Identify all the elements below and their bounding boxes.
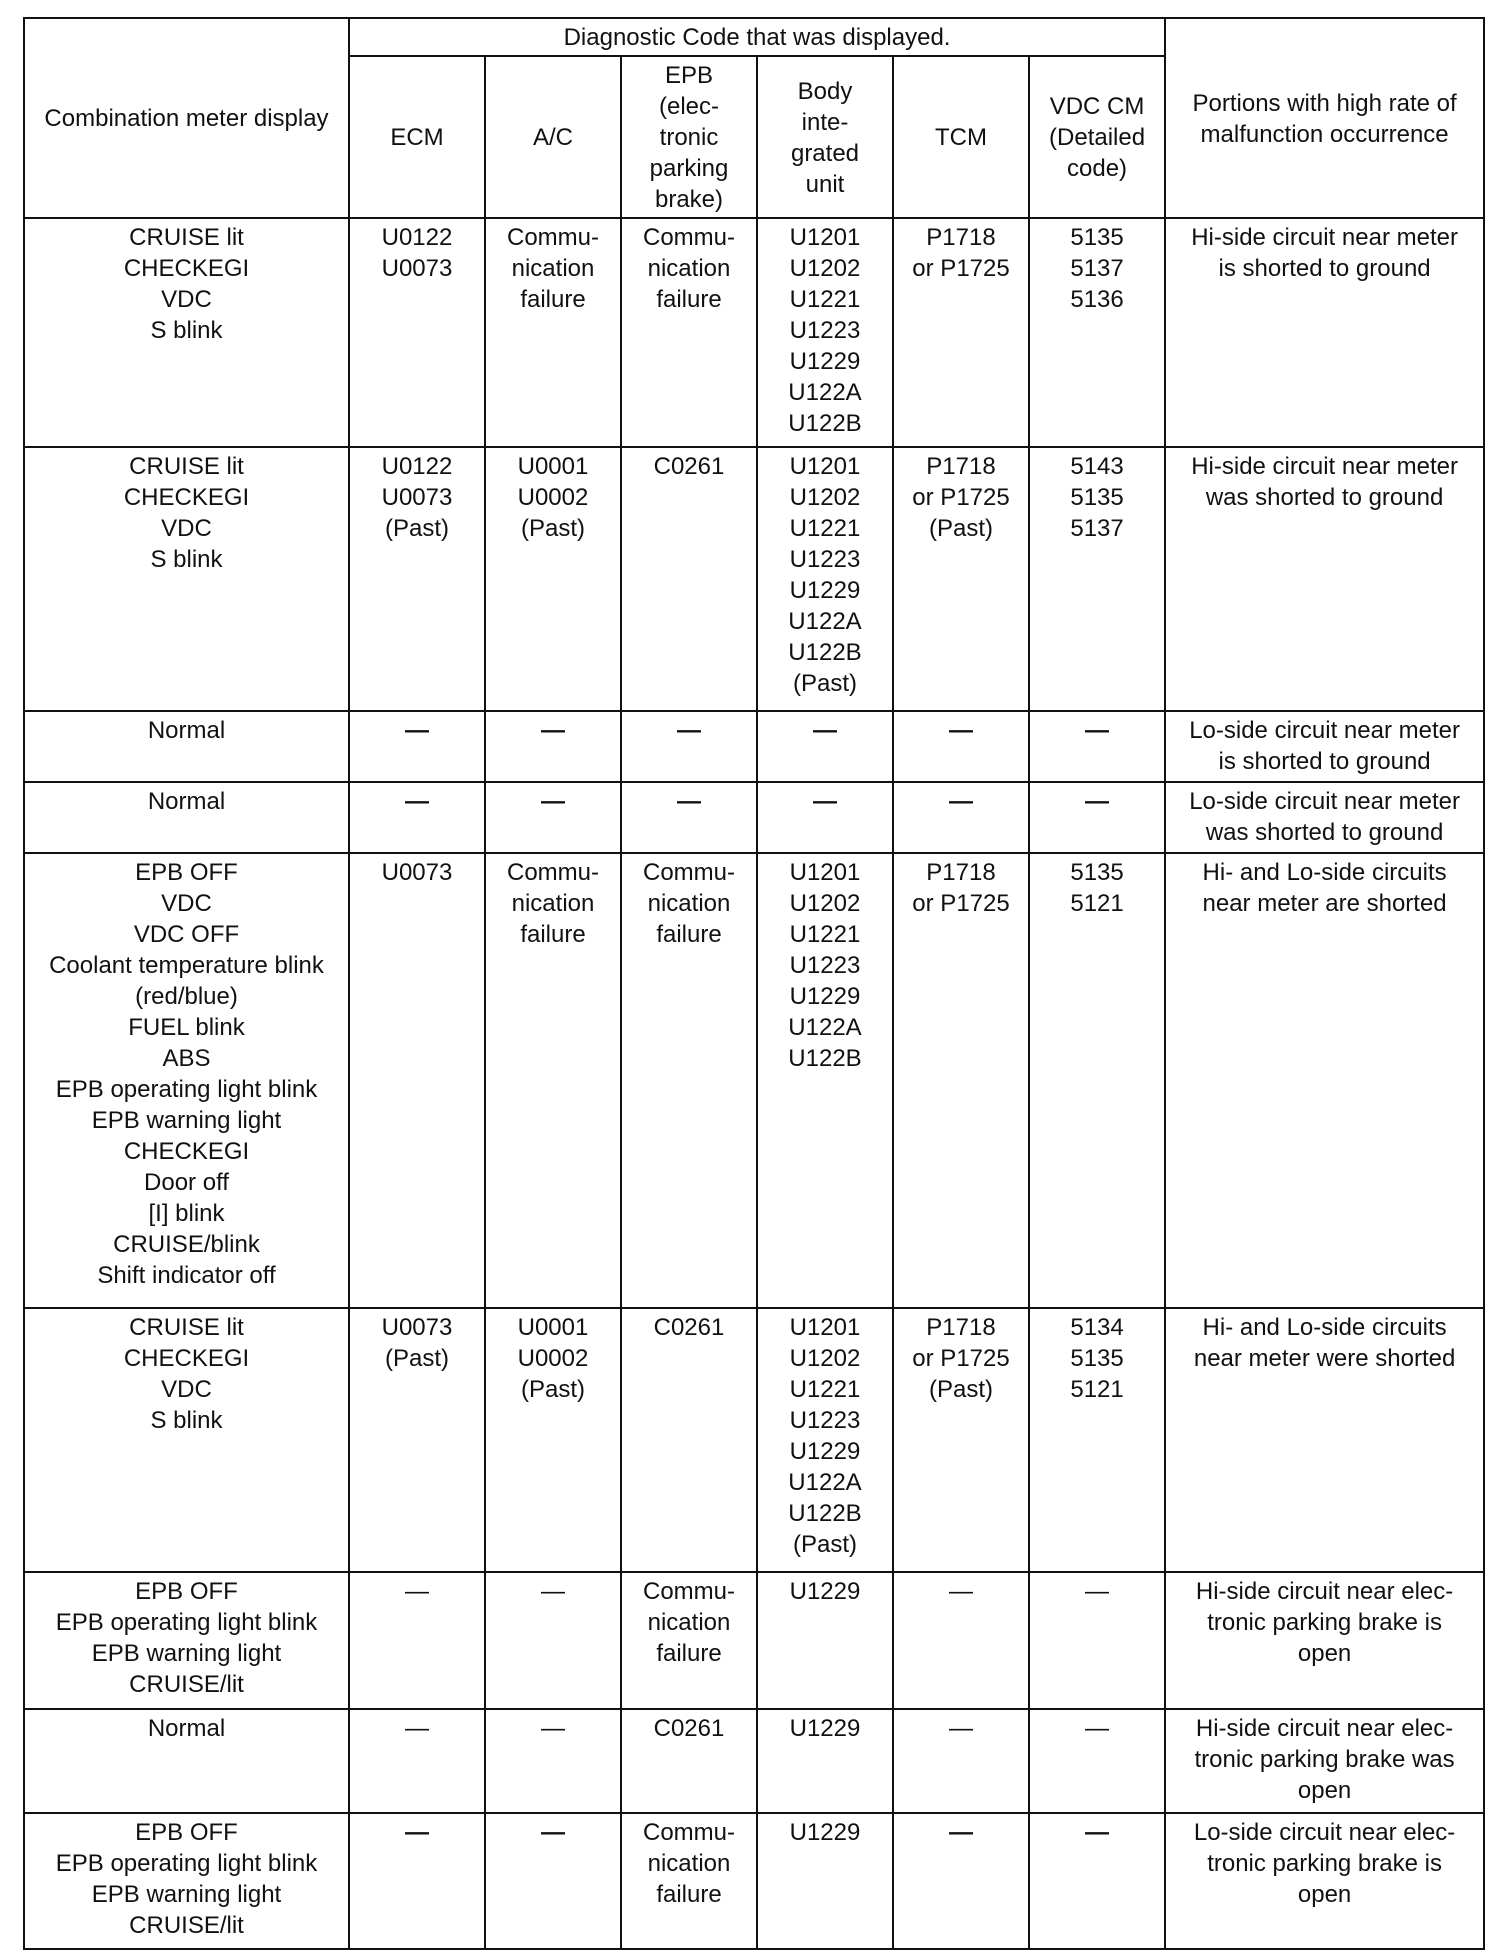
no-code-dash: — (1085, 1819, 1110, 1846)
cell-line: or P1725 (912, 1345, 1010, 1372)
cell-line: Hi- and Lo-side circuits (1202, 1314, 1447, 1341)
header-tcm (893, 56, 1029, 218)
cell-line: U1229 (789, 1438, 861, 1465)
cell-line: U1229 (789, 1578, 861, 1605)
cell-line: FUEL blink (128, 1014, 245, 1041)
cell-line: 5121 (1070, 1376, 1124, 1403)
cell-line: VDC (161, 515, 212, 542)
cell-epb (621, 1813, 757, 1949)
cell-body-integrated-unit (757, 218, 893, 447)
table-row (24, 1813, 1484, 1949)
cell-body-integrated-unit (757, 447, 893, 711)
cell-ecm (349, 853, 485, 1308)
cell-epb (621, 1709, 757, 1813)
no-code-dash: — (949, 788, 973, 815)
no-code-dash: — (813, 717, 837, 744)
cell-ac (485, 1308, 621, 1572)
header-body-line: unit (805, 170, 845, 198)
cell-line: (Past) (792, 1531, 857, 1558)
cell-line: U0002 (517, 484, 589, 511)
cell-line: (red/blue) (135, 983, 238, 1010)
header-ac (485, 56, 621, 218)
table-row (24, 447, 1484, 711)
cell-line: nication (647, 1609, 731, 1636)
cell-line: VDC (161, 1376, 212, 1403)
cell-line: (Past) (384, 515, 449, 542)
cell-line: U122A (788, 1014, 862, 1041)
cell-line: Commu- (506, 859, 599, 886)
cell-line: or P1725 (912, 890, 1010, 917)
cell-line: U0122 (381, 224, 453, 251)
cell-line: U0073 (381, 859, 453, 886)
cell-vdc-cm (1029, 1709, 1165, 1813)
cell-meter-display (24, 1709, 349, 1813)
cell-line: U1202 (789, 484, 861, 511)
cell-line: (Past) (792, 670, 857, 697)
cell-vdc-cm (1029, 1813, 1165, 1949)
cell-line: EPB operating light blink (55, 1609, 318, 1636)
cell-line: EPB OFF (135, 1819, 238, 1846)
no-code-dash: — (405, 1819, 429, 1846)
cell-line: CRUISE lit (129, 1314, 244, 1341)
cell-tcm (893, 1709, 1029, 1813)
cell-line: U122A (788, 379, 862, 406)
cell-line: CRUISE lit (129, 453, 244, 480)
cell-tcm (893, 447, 1029, 711)
cell-line: 5135 (1070, 224, 1124, 251)
cell-line: failure (520, 921, 586, 948)
cell-malfunction-portion (1165, 711, 1484, 782)
cell-line: U1229 (789, 348, 861, 375)
cell-line: open (1297, 1640, 1352, 1667)
cell-tcm (893, 782, 1029, 853)
cell-epb (621, 711, 757, 782)
cell-line: C0261 (653, 453, 725, 480)
no-code-dash: — (541, 1819, 565, 1846)
cell-line: Commu- (642, 224, 735, 251)
cell-line: 5137 (1070, 255, 1124, 282)
cell-line: Normal (147, 788, 226, 815)
cell-vdc-cm (1029, 447, 1165, 711)
cell-line: U0122 (381, 453, 453, 480)
cell-epb (621, 1572, 757, 1709)
cell-line: U1223 (789, 1407, 861, 1434)
cell-line: failure (656, 286, 722, 313)
cell-vdc-cm (1029, 711, 1165, 782)
cell-line: EPB warning light (91, 1640, 282, 1667)
header-ecm (349, 56, 485, 218)
cell-line: nication (511, 255, 595, 282)
cell-meter-display (24, 782, 349, 853)
cell-meter-display (24, 218, 349, 447)
cell-line: S blink (150, 317, 223, 344)
cell-line: Shift indicator off (97, 1262, 276, 1289)
cell-line: 5121 (1070, 890, 1124, 917)
cell-line: P1718 (926, 224, 996, 251)
cell-malfunction-portion (1165, 1572, 1484, 1709)
cell-meter-display (24, 447, 349, 711)
cell-line: Hi- and Lo-side circuits (1202, 859, 1447, 886)
cell-line: U122B (788, 410, 862, 437)
cell-meter-display (24, 1572, 349, 1709)
cell-ac (485, 711, 621, 782)
cell-meter-display (24, 1308, 349, 1572)
cell-body-integrated-unit (757, 1813, 893, 1949)
header-tcm-label: TCM (935, 124, 987, 151)
cell-line: VDC OFF (133, 921, 240, 948)
cell-line: (Past) (520, 515, 585, 542)
no-code-dash: — (949, 1715, 973, 1742)
header-portions-label: Portions with high rate of malfunction occurrence (1192, 89, 1457, 148)
header-body-line: inte- (801, 108, 849, 136)
cell-line: 5143 (1070, 453, 1124, 480)
cell-ac (485, 1709, 621, 1813)
cell-line: CHECKEGI (123, 484, 250, 511)
cell-line: EPB OFF (135, 1578, 238, 1605)
header-ac-label: A/C (532, 124, 573, 151)
cell-malfunction-portion (1165, 1308, 1484, 1572)
no-code-dash: — (1085, 717, 1110, 744)
cell-line: S blink (150, 546, 223, 573)
cell-line: nication (511, 890, 595, 917)
cell-tcm (893, 1813, 1029, 1949)
cell-line: Commu- (642, 859, 735, 886)
header-epb-line: tronic (659, 124, 719, 151)
cell-tcm (893, 218, 1029, 447)
cell-body-integrated-unit (757, 853, 893, 1308)
cell-line: EPB OFF (135, 859, 238, 886)
no-code-dash: — (405, 1578, 429, 1605)
cell-line: near meter are shorted (1202, 890, 1447, 917)
table-body (24, 218, 1484, 1949)
cell-epb (621, 782, 757, 853)
cell-line: open (1297, 1777, 1352, 1804)
cell-line: Hi-side circuit near elec- (1195, 1715, 1454, 1742)
no-code-dash: — (677, 788, 701, 815)
cell-line: Coolant temperature blink (49, 952, 324, 979)
diagnostic-code-table (23, 17, 1485, 1950)
cell-body-integrated-unit (757, 1308, 893, 1572)
cell-epb (621, 447, 757, 711)
table-row (24, 218, 1484, 447)
cell-line: CHECKEGI (123, 1138, 250, 1165)
no-code-dash: — (405, 717, 429, 744)
cell-line: VDC (161, 286, 212, 313)
cell-tcm (893, 1572, 1029, 1709)
cell-ac (485, 853, 621, 1308)
header-portions (1165, 18, 1484, 218)
cell-malfunction-portion (1165, 853, 1484, 1308)
cell-line: C0261 (653, 1715, 725, 1742)
cell-line: (Past) (384, 1345, 449, 1372)
cell-line: U0001 (517, 1314, 589, 1341)
cell-vdc-cm (1029, 782, 1165, 853)
cell-line: Hi-side circuit near meter (1191, 453, 1458, 480)
cell-line: tronic parking brake is (1207, 1609, 1442, 1636)
cell-line: U1221 (789, 515, 861, 542)
cell-line: CHECKEGI (123, 255, 250, 282)
cell-line: failure (520, 286, 586, 313)
cell-line: U1201 (789, 224, 861, 251)
cell-line: EPB warning light (91, 1881, 282, 1908)
no-code-dash: — (405, 1715, 429, 1742)
no-code-dash: — (1085, 1715, 1110, 1742)
cell-line: [I] blink (148, 1200, 225, 1227)
no-code-dash: — (541, 1715, 565, 1742)
cell-line: 5134 (1070, 1314, 1124, 1341)
header-ecm-label: ECM (390, 124, 444, 151)
cell-line: Lo-side circuit near elec- (1193, 1819, 1456, 1846)
cell-vdc-cm (1029, 1308, 1165, 1572)
cell-line: Hi-side circuit near meter (1191, 224, 1458, 251)
cell-vdc-cm (1029, 853, 1165, 1308)
header-diagnostic-group-label: Diagnostic Code that was displayed. (563, 24, 951, 51)
cell-line: CRUISE lit (129, 224, 244, 251)
no-code-dash: — (541, 1578, 565, 1605)
header-combination-label: Combination meter display (44, 105, 329, 132)
cell-epb (621, 218, 757, 447)
cell-line: U1201 (789, 859, 861, 886)
cell-ac (485, 218, 621, 447)
cell-line: U0001 (517, 453, 589, 480)
cell-line: nication (647, 1850, 731, 1877)
no-code-dash: — (405, 788, 429, 815)
no-code-dash: — (813, 788, 837, 815)
cell-malfunction-portion (1165, 218, 1484, 447)
table-row (24, 711, 1484, 782)
header-vdc-cm (1029, 56, 1165, 218)
cell-ecm (349, 1572, 485, 1709)
cell-line: was shorted to ground (1205, 484, 1444, 511)
cell-ecm (349, 1813, 485, 1949)
no-code-dash: — (541, 717, 565, 744)
header-combination-meter-display (24, 18, 349, 218)
cell-line: tronic parking brake was (1194, 1746, 1455, 1773)
cell-ecm (349, 1308, 485, 1572)
cell-line: Commu- (642, 1819, 735, 1846)
cell-line: (Past) (928, 515, 993, 542)
table-row (24, 853, 1484, 1308)
cell-line: U0073 (381, 255, 453, 282)
cell-body-integrated-unit (757, 1572, 893, 1709)
cell-line: Commu- (506, 224, 599, 251)
header-vdc-line: (Detailed (1049, 124, 1146, 151)
header-epb-line: (elec- (658, 93, 719, 120)
cell-malfunction-portion (1165, 1813, 1484, 1949)
cell-line: U1201 (789, 1314, 861, 1341)
cell-line: U0073 (381, 1314, 453, 1341)
cell-line: U1202 (789, 1345, 861, 1372)
header-epb-line: EPB (664, 62, 714, 89)
cell-line: 5135 (1070, 859, 1124, 886)
cell-ecm (349, 1709, 485, 1813)
cell-line: U1221 (789, 286, 861, 313)
cell-ac (485, 782, 621, 853)
cell-line: EPB operating light blink (55, 1076, 318, 1103)
cell-line: (Past) (928, 1376, 993, 1403)
cell-line: Lo-side circuit near meter (1189, 717, 1460, 744)
cell-line: U122B (788, 1500, 862, 1527)
cell-ecm (349, 711, 485, 782)
cell-epb (621, 853, 757, 1308)
cell-line: U1229 (789, 1819, 861, 1846)
cell-line: VDC (161, 890, 212, 917)
cell-line: 5135 (1070, 484, 1124, 511)
table-row (24, 1709, 1484, 1813)
cell-line: U1223 (789, 317, 861, 344)
cell-line: failure (656, 921, 722, 948)
cell-line: U1221 (789, 921, 861, 948)
cell-body-integrated-unit (757, 782, 893, 853)
cell-ecm (349, 447, 485, 711)
cell-meter-display (24, 853, 349, 1308)
cell-line: P1718 (926, 1314, 996, 1341)
cell-line: U122B (788, 1045, 862, 1072)
cell-line: 5136 (1070, 286, 1124, 313)
cell-line: Normal (147, 1715, 226, 1742)
cell-line: near meter were shorted (1193, 1345, 1456, 1372)
cell-ac (485, 447, 621, 711)
cell-line: Commu- (642, 1578, 735, 1605)
cell-line: CRUISE/blink (113, 1231, 260, 1258)
header-diagnostic-code-group (349, 18, 1165, 56)
cell-line: (Past) (520, 1376, 585, 1403)
cell-line: P1718 (926, 453, 996, 480)
cell-meter-display (24, 1813, 349, 1949)
cell-epb (621, 1308, 757, 1572)
cell-line: or P1725 (912, 255, 1010, 282)
cell-line: was shorted to ground (1205, 819, 1444, 846)
header-body-line: Body (797, 77, 853, 105)
cell-line: failure (656, 1640, 722, 1667)
cell-line: U122A (788, 608, 862, 635)
cell-meter-display (24, 711, 349, 782)
cell-tcm (893, 1308, 1029, 1572)
no-code-dash: — (541, 788, 565, 815)
cell-line: U0002 (517, 1345, 589, 1372)
cell-line: is shorted to ground (1218, 255, 1431, 282)
cell-line: Door off (144, 1169, 229, 1196)
cell-line: CRUISE/lit (129, 1671, 244, 1698)
header-vdc-line: VDC CM (1049, 93, 1145, 120)
cell-line: is shorted to ground (1218, 748, 1431, 775)
cell-tcm (893, 711, 1029, 782)
cell-body-integrated-unit (757, 1709, 893, 1813)
cell-tcm (893, 853, 1029, 1308)
header-epb-line: parking (649, 155, 729, 182)
cell-line: U1223 (789, 952, 861, 979)
no-code-dash: — (1085, 1578, 1110, 1605)
cell-line: Lo-side circuit near meter (1189, 788, 1460, 815)
no-code-dash: — (1085, 788, 1110, 815)
table-row (24, 1308, 1484, 1572)
cell-body-integrated-unit (757, 711, 893, 782)
cell-line: U1229 (789, 1715, 861, 1742)
cell-line: EPB operating light blink (55, 1850, 318, 1877)
cell-line: Hi-side circuit near elec- (1195, 1578, 1454, 1605)
header-row-group (24, 18, 1484, 56)
no-code-dash: — (949, 717, 973, 744)
no-code-dash: — (677, 717, 701, 744)
cell-line: tronic parking brake is (1207, 1850, 1442, 1877)
cell-vdc-cm (1029, 1572, 1165, 1709)
cell-malfunction-portion (1165, 1709, 1484, 1813)
cell-ecm (349, 218, 485, 447)
header-epb (621, 56, 757, 218)
cell-line: open (1297, 1881, 1352, 1908)
cell-ecm (349, 782, 485, 853)
cell-line: nication (647, 255, 731, 282)
cell-ac (485, 1813, 621, 1949)
cell-line: ABS (162, 1045, 211, 1072)
table-row (24, 1572, 1484, 1709)
cell-line: U0073 (381, 484, 453, 511)
cell-vdc-cm (1029, 218, 1165, 447)
no-code-dash: — (949, 1578, 973, 1605)
cell-line: C0261 (653, 1314, 725, 1341)
cell-line: U1202 (789, 255, 861, 282)
cell-line: CRUISE/lit (129, 1912, 244, 1939)
cell-malfunction-portion (1165, 447, 1484, 711)
no-code-dash: — (949, 1819, 973, 1846)
cell-line: U1202 (789, 890, 861, 917)
cell-line: or P1725 (912, 484, 1010, 511)
cell-line: EPB warning light (91, 1107, 282, 1134)
header-vdc-line: code) (1067, 155, 1128, 182)
cell-line: U1201 (789, 453, 861, 480)
header-epb-line: brake) (654, 186, 724, 213)
cell-line: failure (656, 1881, 722, 1908)
cell-line: P1718 (926, 859, 996, 886)
cell-line: 5135 (1070, 1345, 1124, 1372)
cell-line: U1229 (789, 983, 861, 1010)
cell-line: U1229 (789, 577, 861, 604)
cell-malfunction-portion (1165, 782, 1484, 853)
cell-line: U1221 (789, 1376, 861, 1403)
header-body-line: grated (790, 139, 860, 167)
header-body-integrated-unit (757, 56, 893, 218)
cell-line: 5137 (1070, 515, 1124, 542)
table-row (24, 782, 1484, 853)
cell-line: nication (647, 890, 731, 917)
cell-line: U1223 (789, 546, 861, 573)
cell-ac (485, 1572, 621, 1709)
cell-line: CHECKEGI (123, 1345, 250, 1372)
cell-line: S blink (150, 1407, 223, 1434)
cell-line: U122B (788, 639, 862, 666)
cell-line: Normal (147, 717, 226, 744)
cell-line: U122A (788, 1469, 862, 1496)
